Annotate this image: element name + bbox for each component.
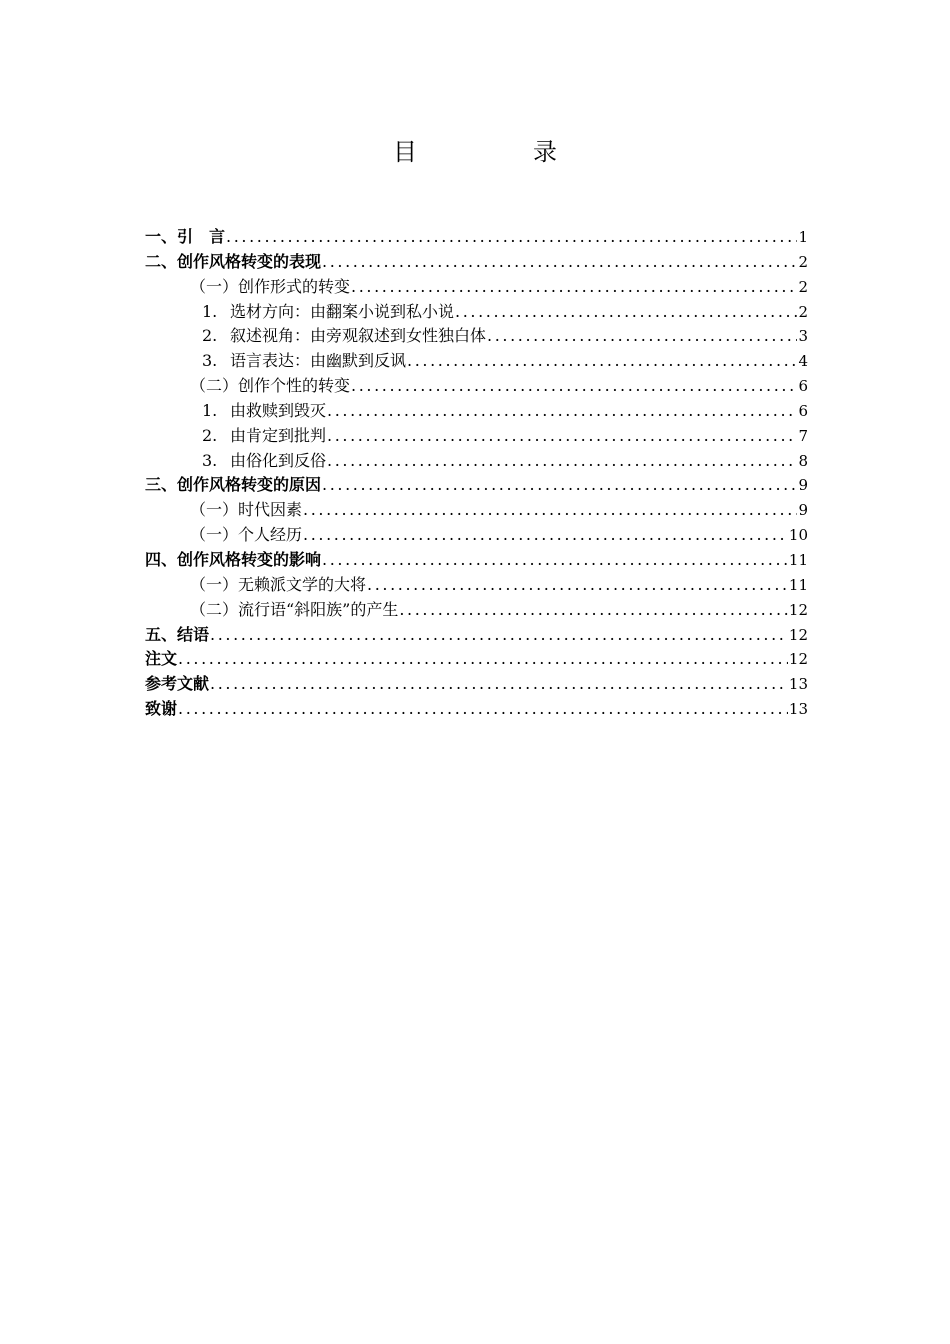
toc-page-number: 3 [798, 327, 808, 346]
toc-page-number: 10 [788, 526, 808, 545]
toc-dot-leader [178, 697, 788, 722]
toc-entry-text: 二、创作风格转变的表现 [145, 251, 322, 271]
toc-entry[interactable] [145, 374, 808, 399]
toc-dot-leader [210, 623, 788, 648]
toc-entry[interactable] [145, 598, 808, 623]
toc-page-number: 11 [788, 550, 808, 569]
toc-entry[interactable] [145, 647, 808, 672]
toc-page-number: 6 [798, 377, 808, 396]
toc-page-number: 7 [798, 426, 808, 445]
toc-entry[interactable] [145, 324, 808, 349]
toc-entry-text: （一）无赖派文学的大将 [190, 574, 367, 594]
toc-entry-text [202, 449, 326, 474]
toc-entry-text: 五、结语 [145, 624, 210, 644]
toc-page-number: 12 [788, 650, 808, 669]
toc-entry-text: （一）时代因素 [190, 500, 303, 520]
toc-entry[interactable] [145, 300, 808, 325]
toc-entry-text [202, 324, 486, 349]
toc-entry[interactable] [145, 275, 808, 300]
toc-dot-leader [322, 250, 797, 275]
toc-entry[interactable] [145, 697, 808, 722]
toc-page-number: 6 [798, 401, 808, 420]
toc-entry-text [202, 300, 454, 325]
toc-dot-leader [407, 349, 797, 374]
toc-dot-leader [351, 374, 797, 399]
toc-entry-number: 2. [202, 425, 218, 445]
toc-dot-leader [327, 449, 797, 474]
toc-page-number: 13 [788, 700, 808, 719]
toc-entry-number: 2. [202, 326, 218, 346]
toc-dot-leader [210, 672, 788, 697]
toc-entry[interactable] [145, 424, 808, 449]
toc-page-number: 2 [798, 252, 808, 271]
toc-page-number: 9 [798, 501, 808, 520]
toc-entry-title: 叙述视角：由旁观叙述到女性独白体 [230, 326, 487, 346]
toc-entry-text: 致谢 [145, 699, 178, 719]
toc-entry-number: 3. [202, 351, 218, 371]
toc-page-number: 2 [798, 302, 808, 321]
toc-entry-text: （二）流行语“斜阳族”的产生 [190, 599, 399, 619]
toc-entry-number: 1. [202, 400, 218, 420]
toc-dot-leader [178, 647, 788, 672]
toc-page-number: 4 [798, 352, 808, 371]
toc-dot-leader [487, 324, 797, 349]
toc-page-number: 12 [788, 625, 808, 644]
table-of-contents [145, 225, 808, 722]
toc-dot-leader [351, 275, 797, 300]
toc-entry-title: 选材方向：由翻案小说到私小说 [230, 301, 455, 321]
toc-dot-leader [322, 548, 788, 573]
toc-entry-text: （一）个人经历 [190, 525, 303, 545]
toc-entry-text [202, 424, 326, 449]
toc-entry-text: 注文 [145, 649, 178, 669]
toc-entry-title: 语言表达：由幽默到反讽 [230, 351, 407, 371]
toc-page-number: 2 [798, 277, 808, 296]
toc-entry-title: 由俗化到反俗 [230, 450, 327, 470]
toc-entry-title: 由救赎到毁灭 [230, 400, 327, 420]
toc-entry[interactable] [145, 349, 808, 374]
toc-dot-leader [322, 473, 797, 498]
toc-dot-leader [367, 573, 788, 598]
toc-dot-leader [303, 523, 788, 548]
toc-dot-leader [327, 424, 797, 449]
toc-entry[interactable] [145, 498, 808, 523]
toc-entry-text: （一）创作形式的转变 [190, 276, 351, 296]
toc-entry[interactable] [145, 623, 808, 648]
toc-page-number: 12 [788, 600, 808, 619]
toc-page-number: 1 [798, 228, 808, 246]
toc-page-number: 11 [788, 575, 808, 594]
toc-entry-text: （二）创作个性的转变 [190, 376, 351, 396]
toc-page-number: 13 [788, 675, 808, 694]
toc-dot-leader [399, 598, 788, 623]
toc-entry-text: 四、创作风格转变的影响 [145, 549, 322, 569]
toc-entry[interactable] [145, 449, 808, 474]
toc-entry[interactable] [145, 399, 808, 424]
toc-dot-leader [327, 399, 797, 424]
toc-entry-number: 1. [202, 301, 218, 321]
toc-entry-number: 3. [202, 450, 218, 470]
toc-entry[interactable] [145, 523, 808, 548]
toc-dot-leader [455, 300, 797, 325]
toc-page-number: 8 [798, 451, 808, 470]
toc-entry-text [202, 399, 326, 424]
toc-entry[interactable] [145, 250, 808, 275]
page-title: 目 录 [393, 138, 603, 166]
toc-dot-leader [226, 225, 797, 250]
toc-entry[interactable] [145, 473, 808, 498]
toc-entry[interactable] [145, 548, 808, 573]
toc-entry[interactable] [145, 672, 808, 697]
toc-dot-leader [303, 498, 797, 523]
toc-entry[interactable] [145, 573, 808, 598]
toc-entry-text: 一、引 言 [145, 227, 226, 246]
toc-entry-text [202, 349, 406, 374]
toc-entry[interactable] [145, 225, 808, 250]
toc-page-number: 9 [798, 476, 808, 495]
toc-entry-text: 三、创作风格转变的原因 [145, 475, 322, 495]
toc-entry-text: 参考文献 [145, 674, 210, 694]
toc-entry-title: 由肯定到批判 [230, 425, 327, 445]
